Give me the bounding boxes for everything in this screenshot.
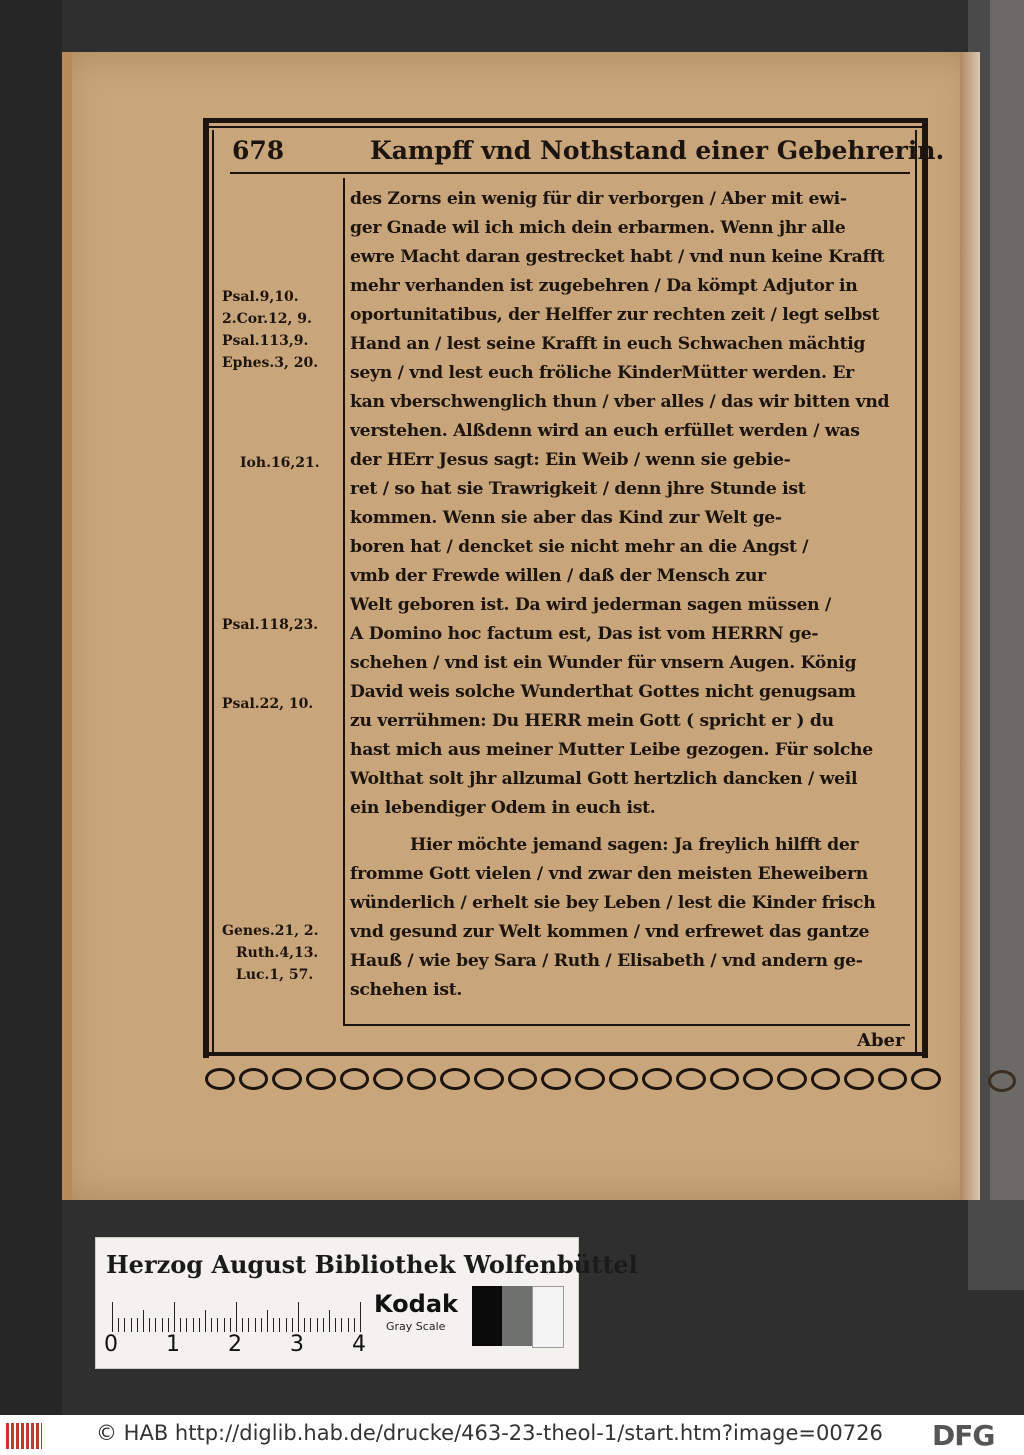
text-line: der HErr Jesus sagt: Ein Weib / wenn sie gebie- [350, 450, 791, 470]
margin-note: Genes.21, 2. [222, 923, 319, 939]
ruler-tick [255, 1318, 256, 1332]
ruler-tick [205, 1310, 206, 1332]
ornament-border [203, 1062, 943, 1096]
ruler-tick [230, 1318, 231, 1332]
ruler-tick [186, 1318, 187, 1332]
ruler-tick [137, 1318, 138, 1332]
ornament-loop [474, 1068, 504, 1090]
ruler-tick [174, 1302, 175, 1332]
text-line: ewre Macht daran gestrecket habt / vnd nun keine Krafft [350, 247, 885, 267]
ruler-tick [162, 1318, 163, 1332]
ruler-tick [317, 1318, 318, 1332]
ornament-loop [205, 1068, 235, 1090]
ruler-tick [242, 1318, 243, 1332]
text-line: wünderlich / erhelt sie bey Leben / lest die Kinder frisch [350, 893, 876, 913]
ruler-tick [323, 1318, 324, 1332]
ornament-loop [844, 1068, 874, 1090]
hab-logo-icon [6, 1423, 42, 1449]
ruler-tick [298, 1302, 299, 1332]
ornament-loop [541, 1068, 571, 1090]
ruler-tick [292, 1318, 293, 1332]
ruler-tick [335, 1318, 336, 1332]
text-line: Welt geboren ist. Da wird jederman sagen müssen / [350, 595, 831, 615]
text-line: Hand an / lest seine Krafft in euch Schwachen mächtig [350, 334, 866, 354]
ruler-tick [118, 1318, 119, 1332]
ruler-tick [168, 1318, 169, 1332]
text-line: ret / so hat sie Trawrigkeit / denn jhre Stunde ist [350, 479, 806, 499]
ruler-number: 2 [228, 1332, 242, 1357]
margin-column-divider [343, 178, 345, 1026]
ruler-tick [224, 1318, 225, 1332]
ornament-loop [306, 1068, 336, 1090]
ruler-tick [360, 1302, 361, 1332]
ruler-tick [348, 1318, 349, 1332]
text-line: Hauß / wie bey Sara / Ruth / Elisabeth / vnd andern ge- [350, 951, 863, 971]
ornament-loop [407, 1068, 437, 1090]
frame-rule-top [207, 118, 925, 123]
text-line: Wolthat solt jhr allzumal Gott hertzlich dancken / weil [350, 769, 858, 789]
frame-rule-left [203, 118, 209, 1058]
gray-swatch [502, 1286, 532, 1346]
ornament-loop [575, 1068, 605, 1090]
text-line: fromme Gott vielen / vnd zwar den meisten Eheweibern [350, 864, 868, 884]
ruler-number: 3 [290, 1332, 304, 1357]
ornament-loop [609, 1068, 639, 1090]
margin-note: 2.Cor.12, 9. [222, 311, 312, 327]
ruler-tick [341, 1318, 342, 1332]
ornament-loop [508, 1068, 538, 1090]
black-swatch [472, 1286, 502, 1346]
frame-rule-right [922, 118, 928, 1058]
ruler-tick [124, 1318, 125, 1332]
text-line: boren hat / dencket sie nicht mehr an die Angst / [350, 537, 809, 557]
frame-rule-right-inner [915, 130, 917, 1055]
ornament-loop [642, 1068, 672, 1090]
text-line: oportunitatibus, der Helffer zur rechten zeit / legt selbst [350, 305, 880, 325]
ruler-tick [199, 1318, 200, 1332]
text-line: zu verrühmen: Du HERR mein Gott ( spricht er ) du [350, 711, 834, 731]
ornament-loop [777, 1068, 807, 1090]
frame-rule-bottom [207, 1052, 925, 1056]
ornament-loop [811, 1068, 841, 1090]
scan-left-shadow [0, 0, 62, 1415]
ruler-tick [248, 1318, 249, 1332]
ruler-tick [149, 1318, 150, 1332]
margin-note: Psal.22, 10. [222, 696, 314, 712]
text-line: kommen. Wenn sie aber das Kind zur Welt ge- [350, 508, 782, 528]
ruler-tick [131, 1318, 132, 1332]
ruler-number: 1 [166, 1332, 180, 1357]
book-gutter [960, 52, 980, 1200]
ornament-loop [272, 1068, 302, 1090]
ruler-tick [236, 1302, 237, 1332]
text-line: ger Gnade wil ich mich dein erbarmen. Wenn jhr alle [350, 218, 846, 238]
frame-rule-top-inner [207, 126, 925, 128]
ruler-numbers [102, 1332, 382, 1364]
margin-note: Psal.118,23. [222, 617, 319, 633]
margin-note: Psal.9,10. [222, 289, 299, 305]
text-line: David weis solche Wunderthat Gottes nicht genugsam [350, 682, 856, 702]
ruler-tick [354, 1318, 355, 1332]
ruler-tick [261, 1318, 262, 1332]
header-rule [230, 172, 910, 174]
margin-note: Ioh.16,21. [240, 455, 320, 471]
text-line: des Zorns ein wenig für dir verborgen / Aber mit ewi- [350, 189, 847, 209]
text-line: vnd gesund zur Welt kommen / vnd erfrewet das gantze [350, 922, 870, 942]
ruler-tick [143, 1310, 144, 1332]
text-line: Hier möchte jemand sagen: Ja freylich hilfft der [410, 835, 859, 855]
library-label-card [95, 1237, 638, 1369]
margin-note: Luc.1, 57. [236, 967, 314, 983]
page-number: 678 [232, 136, 285, 165]
ruler-tick [304, 1318, 305, 1332]
ruler-tick [180, 1318, 181, 1332]
page-edge [62, 52, 72, 1200]
text-line: kan vberschwenglich thun / vber alles / das wir bitten vnd [350, 392, 890, 412]
next-page-edge [990, 0, 1024, 1200]
ruler-tick [286, 1318, 287, 1332]
ruler-tick [112, 1302, 113, 1332]
gray-scale-label: Gray Scale [386, 1320, 446, 1333]
running-head [232, 136, 945, 172]
ornament-loop [373, 1068, 403, 1090]
ornament-loop [911, 1068, 941, 1090]
margin-note: Ruth.4,13. [236, 945, 319, 961]
ruler-tick [267, 1310, 268, 1332]
white-swatch [532, 1286, 564, 1348]
footer-bar [0, 1415, 1024, 1455]
kodak-logo: Kodak [374, 1290, 458, 1318]
margin-note: Ephes.3, 20. [222, 355, 319, 371]
margin-note: Psal.113,9. [222, 333, 309, 349]
ornament-loop [676, 1068, 706, 1090]
text-line: hast mich aus meiner Mutter Leibe gezogen. Für solche [350, 740, 873, 760]
ornament-loop [743, 1068, 773, 1090]
footer-rule [345, 1024, 910, 1026]
ruler-tick [193, 1318, 194, 1332]
ornament-loop [239, 1068, 269, 1090]
footer-credit-link[interactable]: © HAB http://diglib.hab.de/drucke/463-23-theol-1/start.htm?image=00726 [96, 1421, 883, 1445]
text-line: vmb der Frewde willen / daß der Mensch zur [350, 566, 766, 586]
ruler-number: 0 [104, 1332, 118, 1357]
ornament-loop [340, 1068, 370, 1090]
library-name: Herzog August Bibliothek Wolfenbüttel [106, 1250, 638, 1279]
next-page-ornament [988, 1062, 1024, 1096]
ornament-loop [878, 1068, 908, 1090]
text-line: ein lebendiger Odem in euch ist. [350, 798, 656, 818]
running-title: Kampff vnd Nothstand einer Gebehrerin. [370, 136, 945, 165]
text-line: mehr verhanden ist zugebehren / Da kömpt Adjutor in [350, 276, 858, 296]
ruler-tick [279, 1318, 280, 1332]
text-line: schehen / vnd ist ein Wunder für vnsern Augen. König [350, 653, 857, 673]
catchword: Aber [857, 1030, 905, 1051]
ruler-tick [273, 1318, 274, 1332]
ornament-loop [440, 1068, 470, 1090]
ruler-tick [211, 1318, 212, 1332]
text-line: schehen ist. [350, 980, 463, 1000]
ruler-tick [217, 1318, 218, 1332]
frame-rule-left-inner [212, 130, 214, 1055]
text-line: A Domino hoc factum est, Das ist vom HERRN ge- [350, 624, 819, 644]
ornament-loop [988, 1070, 1016, 1092]
text-line: seyn / vnd lest euch frölichе KinderMütter werden. Er [350, 363, 854, 383]
dfg-logo: DFG [932, 1419, 995, 1452]
ruler-tick [155, 1318, 156, 1332]
text-line: verstehen. Alßdenn wird an euch erfüllet werden / was [350, 421, 860, 441]
ruler-number: 4 [352, 1332, 366, 1357]
ornament-loop [710, 1068, 740, 1090]
ruler-tick [329, 1310, 330, 1332]
ruler-tick [310, 1318, 311, 1332]
